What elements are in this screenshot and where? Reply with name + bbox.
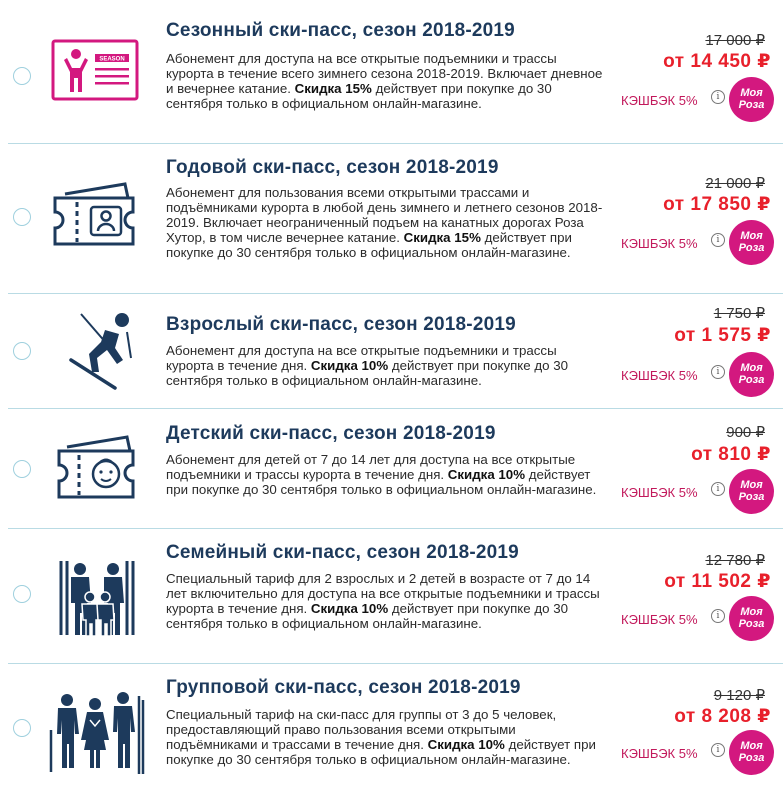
old-price: 900 ₽ (726, 424, 765, 441)
moya-roza-logo: Моя Роза (729, 730, 774, 775)
moya-roza-logo: Моя Роза (729, 77, 774, 122)
season-card-icon (45, 28, 145, 118)
info-icon[interactable]: i (711, 233, 725, 247)
pass-row-year[interactable] (0, 144, 783, 293)
cashback-label: КЭШБЭК 5% (621, 485, 698, 500)
pass-radio[interactable] (13, 460, 31, 478)
pass-row-adult[interactable] (0, 294, 783, 408)
info-icon[interactable]: i (711, 743, 725, 757)
new-price: от 17 850 ₽ (663, 194, 771, 215)
new-price: от 1 575 ₽ (674, 325, 771, 346)
new-price: от 14 450 ₽ (663, 51, 771, 72)
old-price: 9 120 ₽ (713, 687, 765, 704)
pass-row-season[interactable] (0, 0, 783, 143)
moya-roza-logo: Моя Роза (729, 469, 774, 514)
old-price: 12 780 ₽ (705, 552, 765, 569)
new-price: от 8 208 ₽ (674, 706, 771, 727)
pass-description: Специальный тариф для 2 взрослых и 2 детей в возрасте от 7 до 14 лет включительно для доступа на все открытые подъемники и трассы курорта в течение дня. Скидка 10% действует при покупке до 30 сентября только в официальном онлайн-магазине. (166, 571, 600, 631)
info-icon[interactable]: i (711, 482, 725, 496)
cashback-label: КЭШБЭК 5% (621, 236, 698, 251)
ticket-child-icon (45, 429, 145, 519)
pass-description: Абонемент для детей от 7 до 14 лет для доступа на все открытые подъемники и трассы курорта в течение дня. Скидка 10% действует при покупке до 30 сентября только в официальном онлайн-магазине. (166, 452, 597, 497)
moya-roza-logo: Моя Роза (729, 220, 774, 265)
pass-title[interactable]: Семейный ски-пасс, сезон 2018-2019 (166, 542, 519, 563)
pass-radio[interactable] (13, 585, 31, 603)
pass-description: Абонемент для доступа на все открытые подъемники и трассы курорта в течение дня. Скидка 10% действует при покупке до 30 сентября только в официальном онлайн-магазине. (166, 343, 569, 388)
pass-title[interactable]: Сезонный ски-пасс, сезон 2018-2019 (166, 20, 515, 41)
family-icon (45, 557, 145, 647)
pass-row-family[interactable] (0, 529, 783, 663)
pass-radio[interactable] (13, 342, 31, 360)
pass-title[interactable]: Взрослый ски-пасс, сезон 2018-2019 (166, 314, 516, 335)
pass-row-group[interactable] (0, 664, 783, 800)
pass-radio[interactable] (13, 67, 31, 85)
pass-title[interactable]: Групповой ски-пасс, сезон 2018-2019 (166, 677, 521, 698)
ticket-person-icon (45, 176, 145, 266)
moya-roza-logo: Моя Роза (729, 352, 774, 397)
cashback-label: КЭШБЭК 5% (621, 368, 698, 383)
pass-description: Абонемент для доступа на все открытые подъемники и трассы курорта в течение всего зимнего сезона 2018-2019. Включает дневное и вечернее катание. Скидка 15% действует при покупке до 30 сентября только в официальном онлайн-магазине. (166, 51, 603, 111)
info-icon[interactable]: i (711, 90, 725, 104)
new-price: от 810 ₽ (691, 444, 771, 465)
pass-title[interactable]: Детский ски-пасс, сезон 2018-2019 (166, 423, 496, 444)
old-price: 21 000 ₽ (705, 175, 765, 192)
info-icon[interactable]: i (711, 609, 725, 623)
svg-text:SEASON: SEASON (99, 56, 125, 63)
group-icon (45, 690, 145, 780)
old-price: 1 750 ₽ (713, 305, 765, 322)
old-price: 17 000 ₽ (705, 32, 765, 49)
info-icon[interactable]: i (711, 365, 725, 379)
new-price: от 11 502 ₽ (664, 571, 771, 592)
cashback-label: КЭШБЭК 5% (621, 746, 698, 761)
skier-icon (45, 310, 145, 400)
pass-row-child[interactable] (0, 409, 783, 528)
moya-roza-logo: Моя Роза (729, 596, 774, 641)
pass-radio[interactable] (13, 719, 31, 737)
cashback-label: КЭШБЭК 5% (621, 612, 698, 627)
cashback-label: КЭШБЭК 5% (621, 93, 698, 108)
pass-radio[interactable] (13, 208, 31, 226)
pass-description: Специальный тариф на ски-пасс для группы от 3 до 5 человек, предоставляющий право пользования всеми открытыми подъёмниками и трассами в течение дня. Скидка 10% действует при покупке до 30 сентября только в официальном онлайн-магазине. (166, 707, 596, 767)
pass-description: Абонемент для пользования всеми открытыми трассами и подъёмниками курорта в любой день зимнего и летнего сезонов 2018-2019. Включает неограниченный подъем на канатных дорогах Роза Хутор, в том числе вечернее катание. Скидка 15% действует при покупке до 30 сентября только в официальном онлайн-магазине. (166, 185, 603, 260)
pass-title[interactable]: Годовой ски-пасс, сезон 2018-2019 (166, 157, 499, 178)
